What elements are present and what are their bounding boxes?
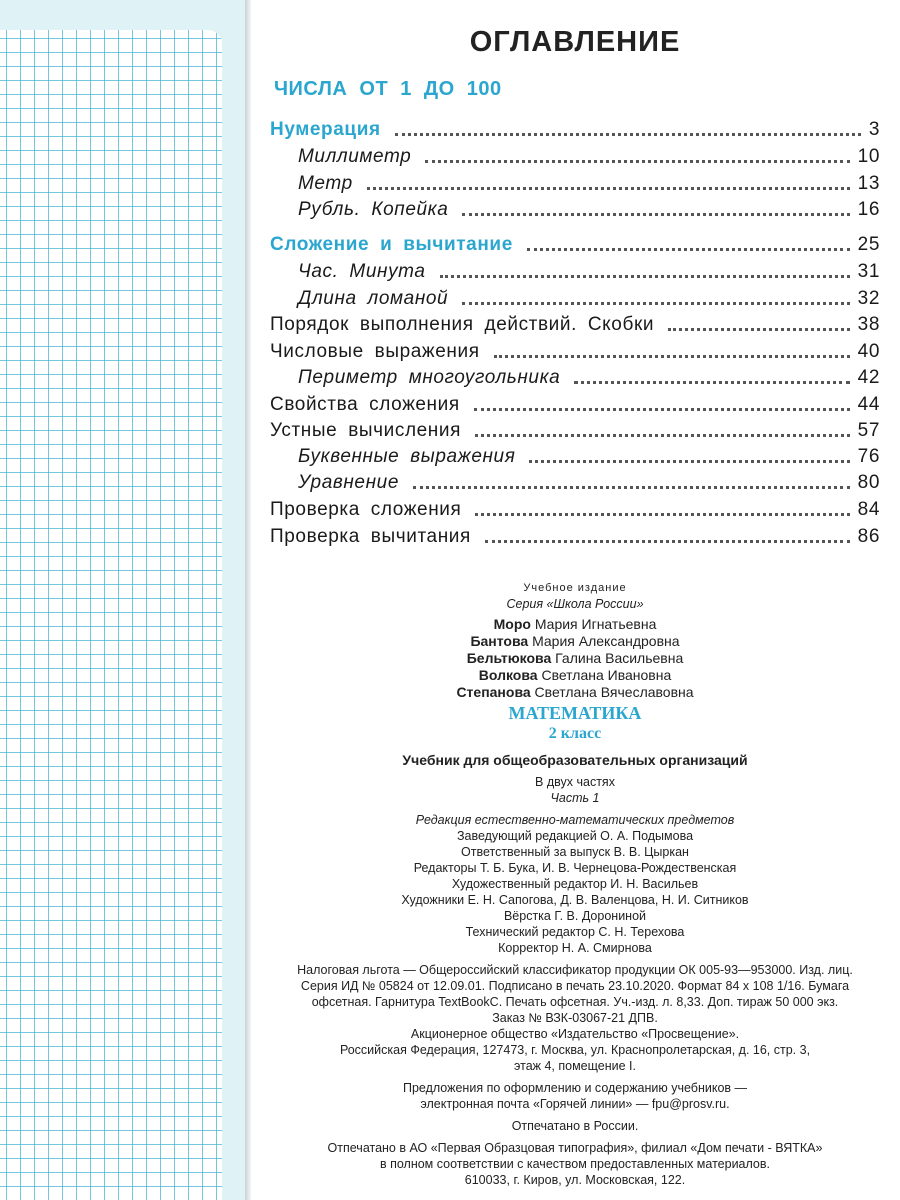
toc-entry[interactable]: Рубль. Копейка 16 [298, 199, 880, 220]
toc-entry[interactable]: Метр 13 [298, 173, 880, 194]
toc-entry[interactable]: Числовые выражения 40 [270, 341, 880, 362]
author: Волкова Светлана Ивановна [478, 667, 672, 683]
toc-entry[interactable]: Сложение и вычитание 25 [270, 234, 880, 255]
subject-title: МАТЕМАТИКА [508, 703, 642, 723]
editorial-office: Редакция естественно-математических предметов [415, 813, 735, 827]
publisher-line: Российская Федерация, 127473, г. Москва, ул. Краснопролетарская, д. 16, стр. 3, [339, 1043, 811, 1057]
dot-leader [485, 540, 850, 543]
toc-entry[interactable]: Длина ломаной 32 [298, 288, 880, 309]
dot-leader [395, 133, 861, 136]
tax-line: Налоговая льгота — Общероссийский классификатор продукции ОК 005-93—953000. Изд. лиц. [297, 963, 853, 977]
dot-leader [425, 160, 849, 163]
dot-leader [462, 302, 849, 305]
dot-leader [475, 513, 849, 516]
staff-line: Художники Е. Н. Сапогова, Д. В. Валенцова, Н. И. Ситников [401, 893, 749, 907]
dot-leader [494, 355, 850, 358]
author-list [250, 616, 900, 701]
dot-leader [668, 328, 850, 331]
part-number: Часть 1 [550, 791, 600, 805]
author: Бантова Мария Александровна [470, 633, 680, 649]
staff-line: Технический редактор С. Н. Терехова [465, 925, 685, 939]
imprint-block [250, 580, 900, 1188]
grade-label: 2 класс [548, 725, 602, 742]
feedback-line: Предложения по оформлению и содержанию учебников — [402, 1081, 748, 1095]
dot-leader [367, 187, 850, 190]
order-number: Заказ № ВЗК-03067-21 ДПВ. [492, 1011, 658, 1025]
textbook-type: Учебник для общеобразовательных организаций [402, 752, 748, 768]
notebook-grid-page [0, 0, 245, 1200]
toc-entry[interactable]: Проверка вычитания 86 [270, 526, 880, 547]
edition-type: Учебное издание [523, 582, 627, 594]
toc-entry[interactable]: Проверка сложения 84 [270, 499, 880, 520]
grid-paper [0, 30, 222, 1200]
toc-entry[interactable]: Свойства сложения 44 [270, 394, 880, 415]
staff-line: Вёрстка Г. В. Дорониной [503, 909, 647, 923]
dot-leader [440, 275, 850, 278]
tax-line: офсетная. Гарнитура TextBookC. Печать офсетная. Уч.-изд. л. 8,33. Доп. тираж 50 000 экз. [311, 995, 839, 1009]
series-name: Серия «Школа России» [506, 597, 644, 611]
author: Моро Мария Игнатьевна [493, 616, 657, 632]
dot-leader [475, 434, 850, 437]
staff-line: Ответственный за выпуск В. В. Цыркан [461, 845, 689, 859]
staff-line: Редакторы Т. Б. Бука, И. В. Чернецова-Рождественская [413, 861, 737, 875]
printer-line: в полном соответствии с качеством предоставленных материалов. [379, 1157, 771, 1171]
feedback-line: электронная почта «Горячей линии» — fpu@prosv.ru. [420, 1097, 730, 1111]
publisher-line: этаж 4, помещение I. [514, 1059, 636, 1073]
dot-leader [474, 408, 850, 411]
toc-entry[interactable]: Устные вычисления 57 [270, 420, 880, 441]
dot-leader [529, 460, 849, 463]
publisher-line: Акционерное общество «Издательство «Просвещение». [410, 1027, 740, 1041]
toc-entry[interactable]: Уравнение 80 [298, 472, 880, 493]
printer-line: 610033, г. Киров, ул. Московская, 122. [464, 1173, 686, 1187]
toc-title: ОГЛАВЛЕНИЕ [469, 26, 681, 58]
toc-entry[interactable]: Порядок выполнения действий. Скобки 38 [270, 314, 880, 335]
toc-section-title: ЧИСЛА ОТ 1 ДО 100 [274, 78, 502, 100]
author: Бельтюкова Галина Васильевна [466, 650, 684, 666]
dot-leader [527, 248, 850, 251]
contents-page [250, 0, 900, 1200]
parts-count: В двух частях [535, 775, 615, 789]
tax-line: Серия ИД № 05824 от 12.09.01. Подписано в печать 23.10.2020. Формат 84 x 108 1/16. Бумага [300, 979, 850, 993]
printed-in: Отпечатано в России. [511, 1119, 639, 1133]
toc-entry[interactable]: Нумерация 3 [270, 119, 880, 140]
dot-leader [413, 486, 850, 489]
staff-line: Заведующий редакцией О. А. Подымова [456, 829, 694, 843]
author: Степанова Светлана Вячеславовна [456, 684, 694, 700]
staff-line: Корректор Н. А. Смирнова [498, 941, 652, 955]
staff-line: Художественный редактор И. Н. Васильев [451, 877, 699, 891]
toc-entry[interactable]: Периметр многоугольника 42 [298, 367, 880, 388]
toc-entry[interactable]: Час. Минута 31 [298, 261, 880, 282]
dot-leader [574, 381, 849, 384]
toc-entry[interactable]: Миллиметр 10 [298, 146, 880, 167]
printer-line: Отпечатано в АО «Первая Образцовая типография», филиал «Дом печати - ВЯТКА» [327, 1141, 823, 1155]
toc-entry[interactable]: Буквенные выражения 76 [298, 446, 880, 467]
dot-leader [462, 213, 849, 216]
